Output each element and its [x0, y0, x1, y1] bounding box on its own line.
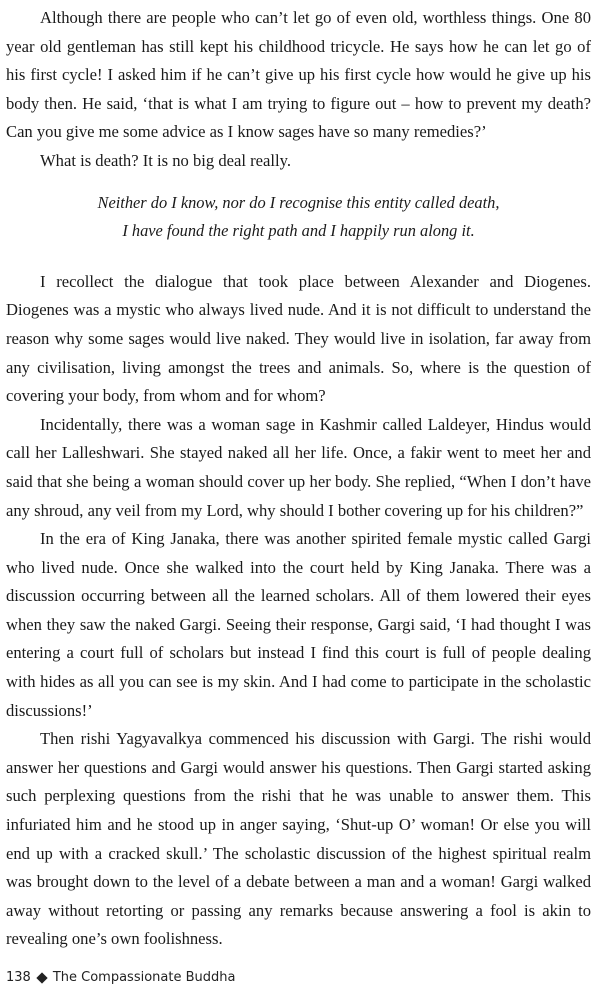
body-text [6, 4, 591, 954]
paragraph-gargi: In the era of King Janaka, there was another spirited female mystic called Gargi who lived nude. Once she walked into the court held by King Janaka. There was a discussion occurring between all the learned scholars. All of them lowered their eyes when they saw the naked Gargi. Seeing their response, Gargi said, ‘I had thought I was entering a court full of scholars but instead I find this court is full of people dealing with hides as all you can see is my skin. And I had come to participate in the scholastic discussions!’ [6, 529, 591, 720]
verse-line-2: I have found the right path and I happily run along it. [122, 221, 475, 241]
book-title: The Compassionate Buddha [52, 970, 236, 985]
paragraph-tricycle: Although there are people who can’t let go of even old, worthless things. One 80 year old gentleman has still kept his childhood tricycle. He says how he can let go of his first cycle! I asked him if he can’t give up his first cycle how would he give up his body then. He said, ‘that is what I am trying to figure out – how to prevent my death? Can you give me some advice as I know sages have so many remedies?’ [6, 8, 591, 142]
diamond-separator-icon [36, 972, 47, 983]
verse-quote [6, 189, 591, 246]
verse-line-1: Neither do I know, nor do I recognise this entity called death, [97, 192, 500, 212]
paragraph-yagyavalkya: Then rishi Yagyavalkya commenced his discussion with Gargi. The rishi would answer her questions and Gargi would answer his questions. Then Gargi started asking such perplexing questions from the rishi that he was unable to answer them. This infuriated him and he stood up in anger saying, ‘Shut-up O’ woman! Or else you will end up with a cracked skull.’ The scholastic discussion of the highest spiritual realm was brought down to the level of a debate between a man and a woman! Gargi walked away without retorting or passing any remarks because answering a fool is akin to revealing one’s own foolishness. [6, 729, 591, 949]
paragraph-what-is-death: What is death? It is no big deal really. [40, 150, 291, 170]
page-footer [6, 970, 235, 985]
paragraph-alexander-diogenes: I recollect the dialogue that took place between Alexander and Diogenes. Diogenes was a mystic who always lived nude. And it is not difficult to understand the reason why some sages would live naked. They would live in isolation, far away from any civilisation, living amongst the trees and animals. So, where is the question of covering your body, from whom and for whom? [6, 271, 591, 406]
page-number: 138 [6, 970, 31, 985]
paragraph-lalleshwari: Incidentally, there was a woman sage in Kashmir called Laldeyer, Hindus would call her Lalleshwari. She stayed naked all her life. Once, a fakir went to meet her and said that she being a woman should cover up her body. She replied, “When I don’t have any shroud, any veil from my Lord, why should I bother covering up for his children?” [6, 414, 591, 520]
